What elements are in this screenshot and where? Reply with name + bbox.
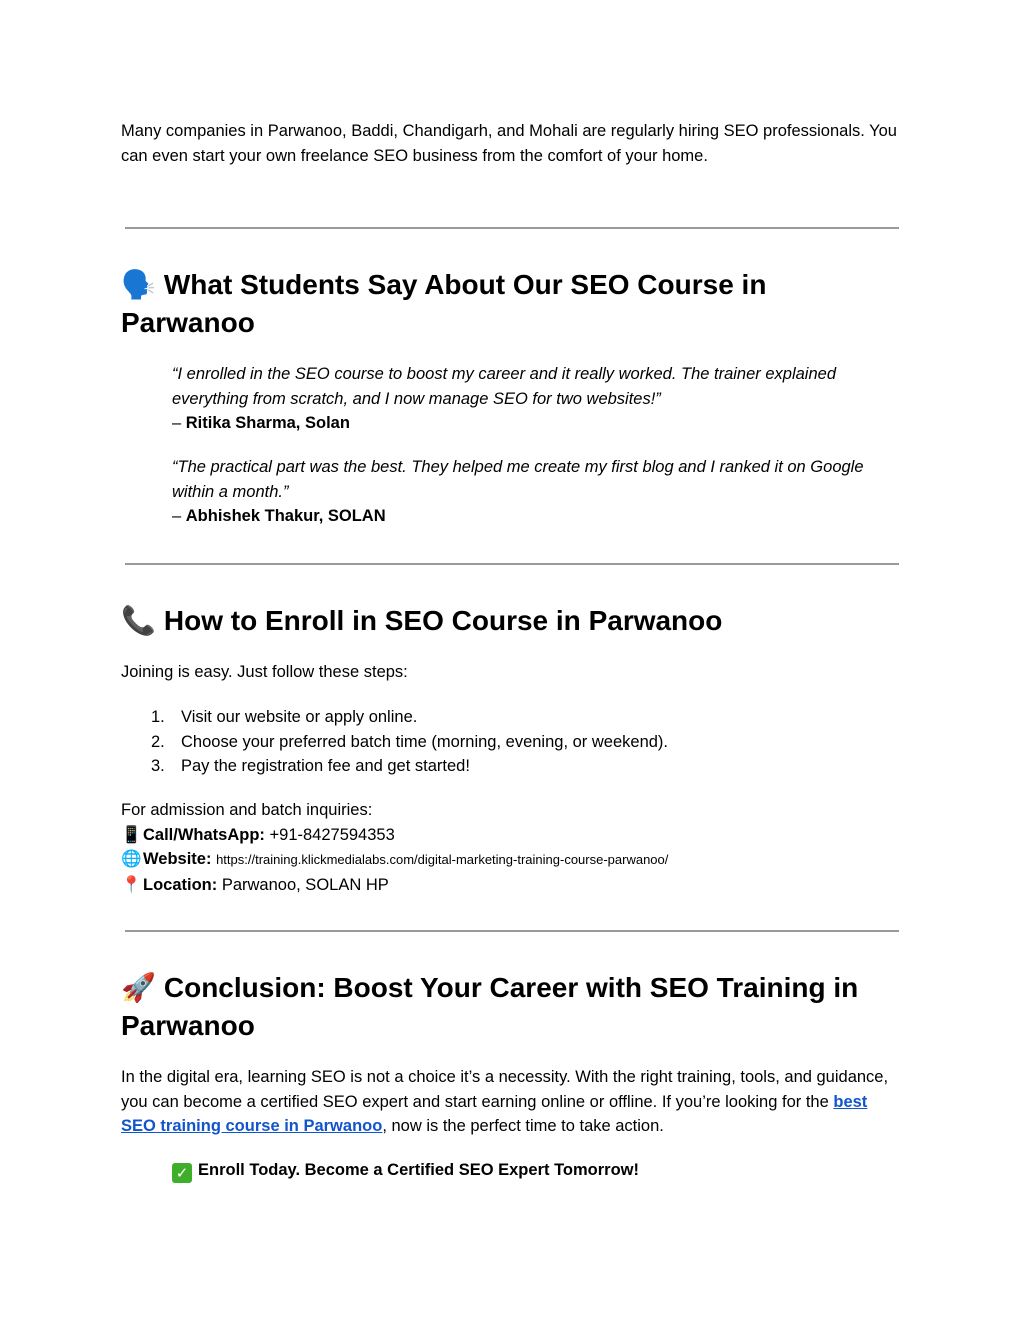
telephone-icon: 📞: [121, 604, 156, 637]
location-line: 📍Location: Parwanoo, SOLAN HP: [121, 873, 901, 898]
conclusion-paragraph: In the digital era, learning SEO is not a choice it’s a necessity. With the right training, tools, and guidance, you can become a certified SEO expert and start earning online or offline. If you’re looking for the best SEO training course in Parwanoo, now is the perfect time to take action.: [121, 1068, 889, 1135]
testimonial-dash: –: [172, 414, 186, 432]
testimonials-heading: 🗣️ What Students Say About Our SEO Course in Parwanoo: [121, 268, 767, 338]
mobile-phone-icon: 📱: [121, 824, 142, 844]
website-line: 🌐Website: https://training.klickmedialabs.com/digital-marketing-training-course-parwanoo/: [121, 847, 901, 873]
rocket-icon: 🚀: [121, 971, 156, 1004]
divider: [125, 930, 899, 932]
list-item: 1. Visit our website or apply online.: [151, 708, 418, 726]
cta-line: ✓ Enroll Today. Become a Certified SEO Expert Tomorrow!: [172, 1158, 639, 1183]
enroll-lead: Joining is easy. Just follow these steps:: [121, 663, 408, 681]
divider: [125, 563, 899, 565]
pin-icon: 📍: [121, 874, 142, 894]
conclusion-heading: 🚀 Conclusion: Boost Your Career with SEO Training in Parwanoo: [121, 971, 859, 1041]
testimonial-author: Ritika Sharma, Solan: [185, 414, 350, 432]
intro-paragraph: Many companies in Parwanoo, Baddi, Chandigarh, and Mohali are regularly hiring SEO professionals. You can even start your own freelance SEO business from the comfort of your home.: [121, 122, 897, 165]
testimonial-dash: –: [172, 507, 186, 525]
divider: [125, 227, 899, 229]
list-item: 3. Pay the registration fee and get started!: [151, 757, 470, 775]
steps-list: [121, 705, 901, 779]
enroll-heading: 📞 How to Enroll in SEO Course in Parwanoo: [121, 604, 723, 637]
seo-course-link[interactable]: best SEO training course in Parwanoo: [121, 1092, 868, 1135]
call-line: 📱Call/WhatsApp: +91-8427594353: [121, 823, 901, 848]
testimonial-1: [172, 362, 872, 436]
testimonial-quote: “I enrolled in the SEO course to boost my career and it really worked. The trainer explained everything from scratch, and I now manage SEO for two websites!”: [172, 365, 836, 408]
inquiries-label: For admission and batch inquiries:: [121, 801, 373, 819]
testimonial-author: Abhishek Thakur, SOLAN: [185, 507, 386, 525]
list-item: 2. Choose your preferred batch time (morning, evening, or weekend).: [151, 732, 668, 751]
contact-block: [121, 798, 901, 897]
phone-number[interactable]: +91-8427594353: [269, 825, 395, 844]
testimonial-2: [172, 455, 872, 529]
speaking-head-icon: 🗣️: [121, 268, 156, 301]
testimonial-quote: “The practical part was the best. They helped me create my first blog and I ranked it on Google within a month.”: [172, 458, 864, 501]
globe-icon: 🌐: [121, 849, 142, 868]
check-mark-icon: ✓: [172, 1163, 192, 1183]
website-url[interactable]: https://training.klickmedialabs.com/digital-marketing-training-course-parwanoo/: [216, 852, 669, 867]
